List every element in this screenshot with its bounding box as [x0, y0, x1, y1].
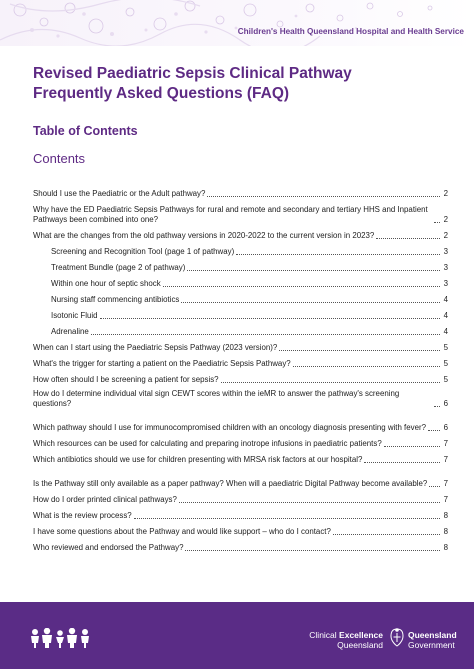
toc-entry-page-number: 6 — [443, 423, 448, 432]
toc-entry[interactable] — [33, 305, 448, 321]
toc-dot-leader — [429, 486, 440, 487]
toc-entry-title: Within one hour of septic shock — [51, 279, 161, 288]
contents-heading: Contents — [33, 151, 86, 166]
toc-entry[interactable] — [33, 433, 448, 449]
toc-entry-title: Why have the ED Paediatric Sepsis Pathways for rural and remote and secondary and tertiary HHS and Inpatient Pathways been combined into one? — [33, 205, 428, 224]
toc-dot-leader — [428, 430, 440, 431]
toc-entry-page-number: 8 — [443, 511, 448, 520]
queensland-government-logo — [408, 630, 457, 650]
toc-heading: Table of Contents — [33, 124, 138, 138]
toc-entry-page-number: 7 — [443, 455, 448, 464]
toc-entry-title: Treatment Bundle (page 2 of pathway) — [51, 263, 186, 272]
toc-entry[interactable] — [33, 449, 448, 465]
toc-entry[interactable] — [33, 257, 448, 273]
toc-entry-page-number: 8 — [443, 527, 448, 536]
toc-entry-title: How often should I be screening a patient for sepsis? — [33, 375, 219, 384]
table-of-contents — [33, 183, 448, 553]
toc-entry-title: How do I determine individual vital sign CEWT scores within the ieMR to answer the pathway's screening questions? — [33, 389, 400, 408]
toc-dot-leader — [434, 222, 440, 223]
toc-entry-title: Is the Pathway still only available as a paper pathway? When will a paediatric Digital Pathway become available? — [33, 479, 428, 488]
cek-logo-word2: Excellence — [339, 630, 383, 640]
toc-dot-leader — [181, 302, 440, 303]
toc-dot-leader — [364, 462, 440, 463]
toc-entry-page-number: 2 — [443, 231, 448, 240]
toc-entry[interactable] — [33, 409, 448, 433]
toc-entry-title: What are the changes from the old pathway versions in 2020-2022 to the current version in 2023? — [33, 231, 375, 240]
toc-entry-title: What's the trigger for starting a patient on the Paediatric Sepsis Pathway? — [33, 359, 291, 368]
toc-entry-page-number: 3 — [443, 279, 448, 288]
toc-dot-leader — [293, 366, 440, 367]
queensland-crest-icon — [388, 627, 406, 649]
toc-dot-leader — [91, 334, 440, 335]
toc-entry[interactable] — [33, 489, 448, 505]
toc-entry[interactable] — [33, 385, 448, 409]
organisation-name: Children's Health Queensland Hospital and Health Service — [237, 27, 464, 36]
toc-entry-page-number: 3 — [443, 263, 448, 272]
toc-entry-title: Should I use the Paediatric or the Adult pathway? — [33, 189, 206, 198]
toc-entry-page-number: 4 — [443, 327, 448, 336]
toc-entry[interactable] — [33, 225, 448, 241]
document-title-line1: Revised Paediatric Sepsis Clinical Pathway — [33, 65, 352, 82]
toc-entry-title: Who reviewed and endorsed the Pathway? — [33, 543, 184, 552]
toc-entry[interactable] — [33, 321, 448, 337]
cek-logo-line2: Queensland — [337, 640, 383, 650]
toc-dot-leader — [179, 502, 440, 503]
toc-entry-title: Screening and Recognition Tool (page 1 of pathway) — [51, 247, 235, 256]
toc-entry-title: Which pathway should I use for immunocompromised children with an oncology diagnosis presenting with fever? — [33, 423, 426, 432]
toc-entry[interactable] — [33, 241, 448, 257]
header-decorative-band — [0, 0, 474, 46]
toc-entry[interactable] — [33, 465, 448, 489]
toc-entry-title: Which antibiotics should we use for children presenting with MRSA risk factors at our hospital? — [33, 455, 363, 464]
document-title — [33, 64, 453, 104]
toc-entry[interactable] — [33, 505, 448, 521]
document-title-line2: Frequently Asked Questions (FAQ) — [33, 85, 290, 102]
toc-dot-leader — [187, 270, 440, 271]
toc-entry-page-number: 3 — [443, 247, 448, 256]
toc-dot-leader — [333, 534, 440, 535]
toc-entry-page-number: 2 — [443, 189, 448, 198]
toc-dot-leader — [163, 286, 440, 287]
toc-entry-page-number: 7 — [443, 495, 448, 504]
toc-entry-page-number: 7 — [443, 479, 448, 488]
qld-logo-line2: Government — [408, 640, 455, 650]
toc-entry-page-number: 8 — [443, 543, 448, 552]
header-pattern-graphic — [0, 0, 474, 46]
toc-entry[interactable] — [33, 289, 448, 305]
toc-dot-leader — [134, 518, 440, 519]
toc-entry[interactable] — [33, 183, 448, 199]
toc-entry-title: When can I start using the Paediatric Sepsis Pathway (2023 version)? — [33, 343, 278, 352]
toc-entry-page-number: 5 — [443, 359, 448, 368]
toc-dot-leader — [207, 196, 440, 197]
qld-logo-line1: Queensland — [408, 630, 457, 640]
toc-dot-leader — [434, 406, 440, 407]
toc-entry[interactable] — [33, 521, 448, 537]
cek-logo-word1: Clinical — [309, 630, 340, 640]
toc-entry-page-number: 6 — [443, 399, 448, 408]
toc-dot-leader — [100, 318, 441, 319]
toc-entry-page-number: 5 — [443, 375, 448, 384]
toc-entry[interactable] — [33, 369, 448, 385]
toc-entry-page-number: 4 — [443, 295, 448, 304]
clinical-excellence-queensland-logo — [301, 630, 383, 650]
toc-dot-leader — [236, 254, 440, 255]
toc-entry-title: What is the review process? — [33, 511, 132, 520]
toc-entry[interactable] — [33, 337, 448, 353]
toc-entry[interactable] — [33, 199, 448, 225]
toc-entry[interactable] — [33, 273, 448, 289]
toc-dot-leader — [221, 382, 440, 383]
toc-entry-title: I have some questions about the Pathway and would like support – who do I contact? — [33, 527, 331, 536]
toc-entry-title: How do I order printed clinical pathways? — [33, 495, 177, 504]
toc-entry-title: Nursing staff commencing antibiotics — [51, 295, 180, 304]
toc-dot-leader — [384, 446, 440, 447]
toc-entry[interactable] — [33, 537, 448, 553]
toc-dot-leader — [185, 550, 440, 551]
toc-entry-title: Which resources can be used for calculating and preparing inotrope infusions in paediatric patients? — [33, 439, 382, 448]
toc-entry-page-number: 4 — [443, 311, 448, 320]
toc-entry[interactable] — [33, 353, 448, 369]
children-figures-logo-icon — [30, 628, 92, 648]
toc-entry-page-number: 2 — [443, 215, 448, 224]
toc-dot-leader — [279, 350, 440, 351]
toc-entry-page-number: 5 — [443, 343, 448, 352]
toc-entry-title: Adrenaline — [51, 327, 89, 336]
toc-dot-leader — [376, 238, 440, 239]
toc-entry-title: Isotonic Fluid — [51, 311, 98, 320]
toc-entry-page-number: 7 — [443, 439, 448, 448]
